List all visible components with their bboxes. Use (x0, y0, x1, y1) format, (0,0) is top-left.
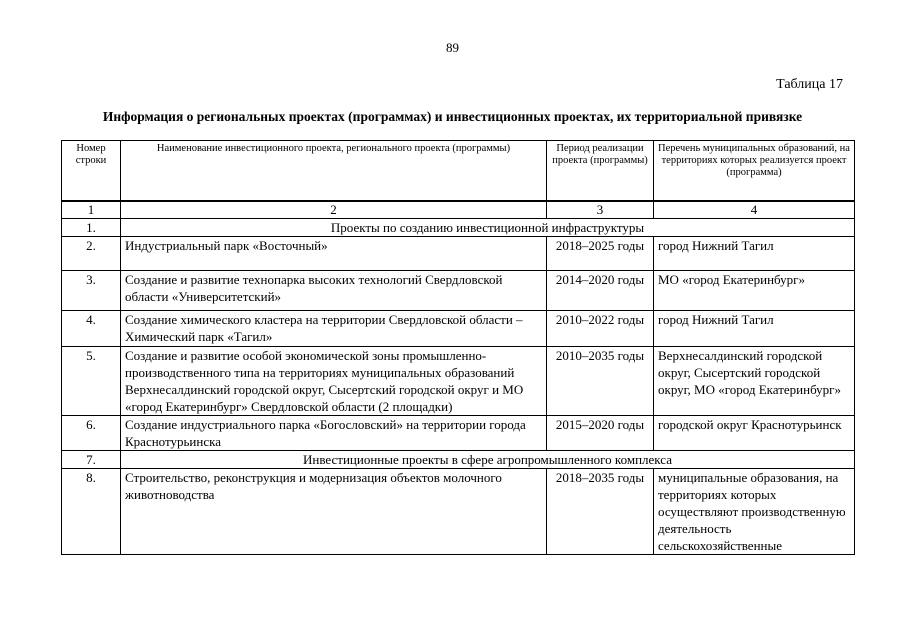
project-municipalities: город Нижний Тагил (654, 236, 855, 270)
page-number: 89 (446, 40, 459, 55)
table-label: Таблица 17 (776, 77, 843, 92)
header-period: Период реализации проекта (программы) (547, 141, 654, 201)
column-number: 1 (62, 201, 121, 219)
section-row (62, 218, 855, 236)
table-row (62, 270, 855, 310)
projects-table (61, 140, 855, 555)
project-period: 2018–2035 годы (547, 468, 654, 554)
project-period: 2010–2035 годы (547, 346, 654, 415)
project-municipalities: муниципальные образования, на территориях которых осуществляют производственную деятельность сельскохозяйственные (654, 468, 855, 554)
row-number: 2. (62, 236, 121, 270)
row-number: 8. (62, 468, 121, 554)
table-row (62, 468, 855, 554)
table-row (62, 236, 855, 270)
project-period: 2018–2025 годы (547, 236, 654, 270)
project-period: 2014–2020 годы (547, 270, 654, 310)
project-name: Создание и развитие особой экономической зоны промышленно-производственного типа на территориях муниципальных образований Верхнесалдинский городской округ, Сысертский городской округ и МО «город Екатеринбург» Свердловской области (2 площадки) (121, 346, 547, 415)
row-number: 6. (62, 415, 121, 450)
table-row (62, 310, 855, 346)
section-title: Проекты по созданию инвестиционной инфраструктуры (121, 218, 855, 236)
header-project-name: Наименование инвестиционного проекта, регионального проекта (программы) (121, 141, 547, 201)
project-name: Индустриальный парк «Восточный» (121, 236, 547, 270)
project-municipalities: городской округ Краснотурьинск (654, 415, 855, 450)
project-name: Создание и развитие технопарка высоких технологий Свердловской области «Университетский» (121, 270, 547, 310)
row-number: 4. (62, 310, 121, 346)
section-title: Инвестиционные проекты в сфере агропромышленного комплекса (121, 450, 855, 468)
row-number: 7. (62, 450, 121, 468)
project-municipalities: МО «город Екатеринбург» (654, 270, 855, 310)
column-number: 4 (654, 201, 855, 219)
table-row (62, 415, 855, 450)
column-number: 3 (547, 201, 654, 219)
project-period: 2010–2022 годы (547, 310, 654, 346)
project-name: Создание индустриального парка «Богословский» на территории города Краснотурьинска (121, 415, 547, 450)
column-number: 2 (121, 201, 547, 219)
project-period: 2015–2020 годы (547, 415, 654, 450)
project-name: Создание химического кластера на территории Свердловской области – Химический парк «Тагил» (121, 310, 547, 346)
project-name: Строительство, реконструкция и модернизация объектов молочного животноводства (121, 468, 547, 554)
header-row-number: Номер строки (62, 141, 121, 201)
section-row (62, 450, 855, 468)
document-title: Информация о региональных проектах (программах) и инвестиционных проектах, их территориальной привязке (102, 109, 803, 124)
column-number-row (62, 201, 855, 219)
project-municipalities: город Нижний Тагил (654, 310, 855, 346)
row-number: 3. (62, 270, 121, 310)
row-number: 1. (62, 218, 121, 236)
row-number: 5. (62, 346, 121, 415)
table-row (62, 346, 855, 415)
header-municipalities: Перечень муниципальных образований, на территориях которых реализуется проект (программа) (654, 141, 855, 201)
project-municipalities: Верхнесалдинский городской округ, Сысертский городской округ, МО «город Екатеринбург» (654, 346, 855, 415)
table-header-row (62, 141, 855, 201)
